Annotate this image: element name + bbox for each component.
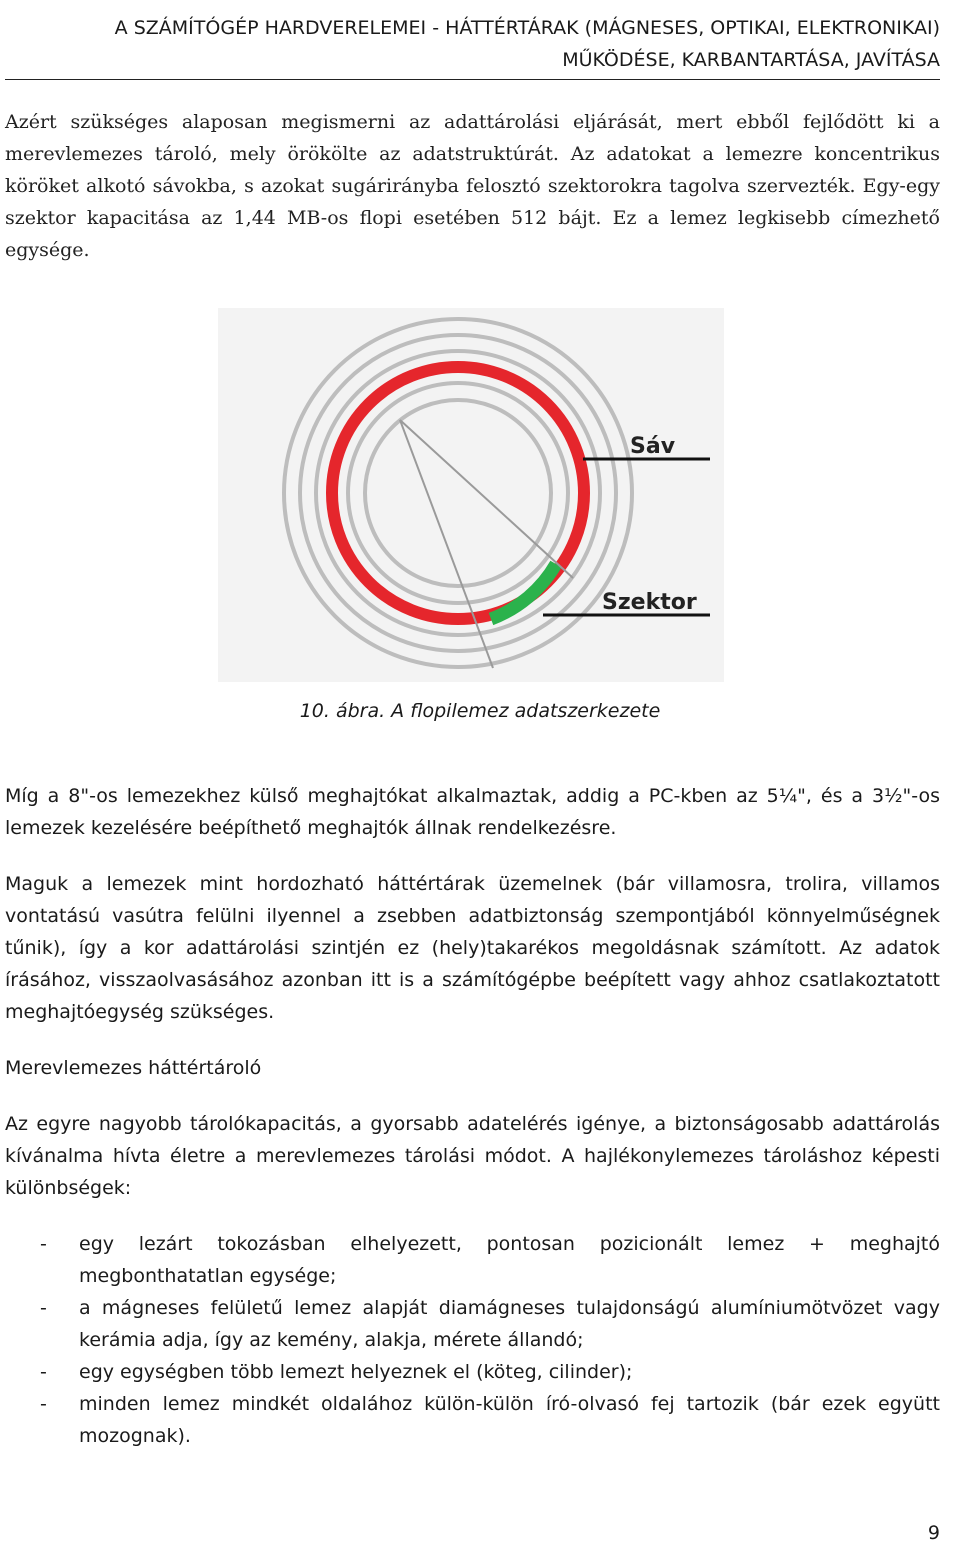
hard-disk-intro-paragraph: Az egyre nagyobb tárolókapacitás, a gyorsabb adatelérés igénye, a biztonságosabb adattárolás kívánalma hívta életre a merevlemezes tárolási módot. A hajlékonylemezes tároláshoz képesti különbségek: xyxy=(5,1113,940,1199)
list-item xyxy=(5,1356,940,1388)
list-bullet: - xyxy=(40,1233,47,1255)
drives-paragraph: Míg a 8"-os lemezekhez külső meghajtókat alkalmaztak, addig a PC-kben az 5¼", és a 3½"-os lemezek kezelésére beépíthető meghajtók állnak rendelkezésre. xyxy=(5,785,940,839)
page-number: 9 xyxy=(927,1522,940,1544)
page-header xyxy=(5,12,940,76)
header-divider xyxy=(5,79,940,80)
list-bullet: - xyxy=(40,1361,47,1383)
intro-paragraph: Azért szükséges alaposan megismerni az adattárolási eljárását, mert ebből fejlődött ki a merevlemezes tároló, mely örökölte az adatstruktúrát. Az adatokat a lemezre koncentrikus köröket alkotó sávokba, s azokat sugárirányba felosztó szektorokra tagolva szervezték. Egy-egy szektor kapacitása az 1,44 MB-os flopi esetében 512 bájt. Ez a lemez legkisebb címezhető egysége. xyxy=(5,111,940,261)
header-line-2: MŰKÖDÉSE, KARBANTARTÁSA, JAVÍTÁSA xyxy=(562,49,940,71)
list-item-text: minden lemez mindkét oldalához külön-külön író-olvasó fej tartozik (bár ezek együtt mozognak). xyxy=(79,1393,940,1447)
list-item xyxy=(5,1292,940,1356)
list-bullet: - xyxy=(40,1297,47,1319)
differences-list xyxy=(5,1228,940,1452)
list-item xyxy=(5,1228,940,1292)
list-item xyxy=(5,1388,940,1452)
section-heading: Merevlemezes háttértároló xyxy=(5,1057,262,1079)
list-item-text: a mágneses felületű lemez alapját diamágneses tulajdonságú alumíniumötvözet vagy kerámia adja, így az kemény, alakja, mérete állandó; xyxy=(79,1297,940,1351)
portable-storage-paragraph: Maguk a lemezek mint hordozható háttértárak üzemelnek (bár villamosra, trolira, villamos vontatású vasútra felülni ilyennel a zsebben adatbiztonság szempontjából könnyelműségnek tűnik), így a kor adattárolási szintjén ez (hely)takarékos megoldásnak számított. Az adatok írásához, visszaolvasásához azonban itt is a számítógépbe beépített vagy ahhoz csatlakoztatott meghajtóegység szükséges. xyxy=(5,873,940,1023)
list-bullet: - xyxy=(40,1393,47,1415)
header-line-1: A SZÁMÍTÓGÉP HARDVERELEMEI - HÁTTÉRTÁRAK (MÁGNESES, OPTIKAI, ELEKTRONIKAI) xyxy=(114,17,940,39)
track-label: Sáv xyxy=(630,434,676,459)
floppy-structure-figure xyxy=(218,308,724,682)
sector-label: Szektor xyxy=(602,590,697,615)
list-item-text: egy lezárt tokozásban elhelyezett, pontosan pozicionált lemez + meghajtó megbonthatatlan egysége; xyxy=(79,1233,940,1287)
figure-caption: 10. ábra. A flopilemez adatszerkezete xyxy=(299,700,661,722)
list-item-text: egy egységben több lemezt helyeznek el (köteg, cilinder); xyxy=(79,1361,633,1383)
